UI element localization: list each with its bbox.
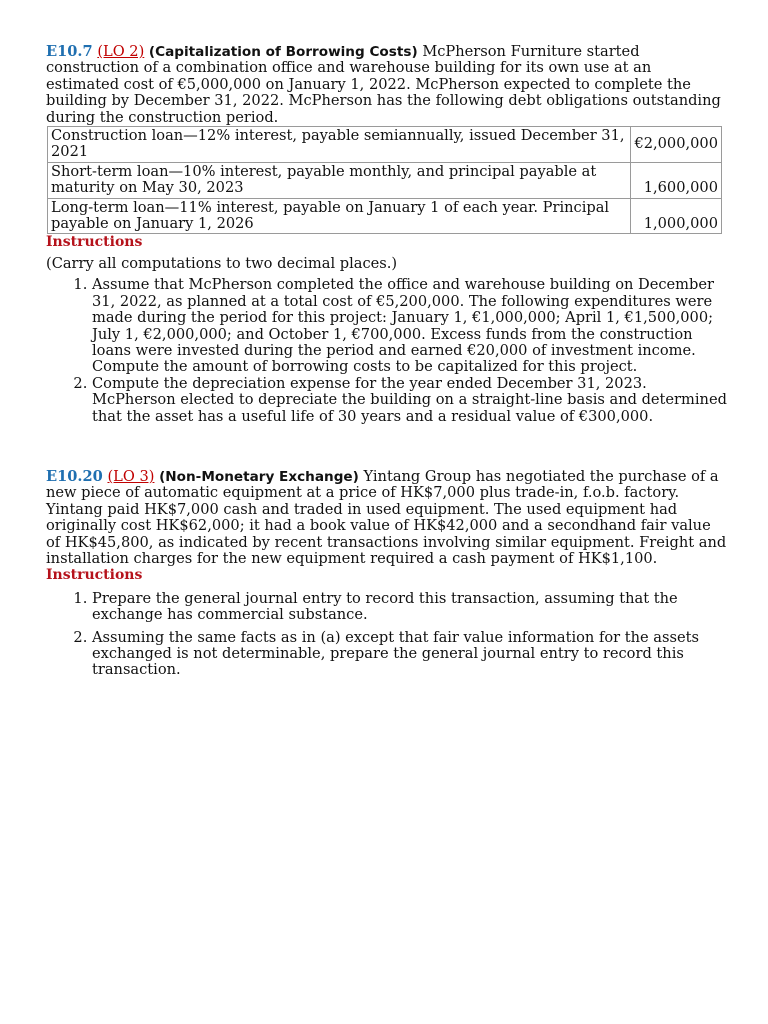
table-row (48, 198, 722, 234)
exercise-title: (Non-Monetary Exchange) (159, 469, 359, 485)
instructions-list (46, 591, 728, 679)
instructions-heading: Instructions (46, 234, 143, 251)
list-item: 2. Assuming the same facts as in (a) except that fair value information for the assets exchanged is not determinable, prepare the general journal entry to record this transaction. (92, 630, 728, 679)
exercise-intro-text: Yintang Group has negotiated the purchase of a new piece of automatic equipment at a price of HK$7,000 plus trade-in, f.o.b. factory. Yintang paid HK$7,000 cash and traded in used equipment. The used equipment had originally cost HK$62,000; it had a book value of HK$42,000 and a secondhand fair value of HK$45,800, as indicated by recent transactions involving similar equipment. Freight and installation charges for the new equipment required a cash payment of HK$1,100. (46, 468, 727, 568)
debt-obligations-table (47, 126, 722, 234)
exercise-e10-7 (46, 44, 728, 425)
loan-description: Long-term loan—11% interest, payable on January 1 of each year. Principal payable on January 1, 2026 (48, 198, 631, 234)
exercise-title: (Capitalization of Borrowing Costs) (148, 44, 418, 60)
list-item: 1. Prepare the general journal entry to record this transaction, assuming that the exchange has commercial substance. (92, 591, 728, 624)
loan-description: Construction loan—12% interest, payable semiannually, issued December 31, 2021 (48, 127, 631, 163)
list-item: 1. Assume that McPherson completed the office and warehouse building on December 31, 2022, as planned at a total cost of €5,200,000. The following expenditures were made during the period for this project: January 1, €1,000,000; April 1, €1,500,000; July 1, €2,000,000; and October 1, €700,000. Excess funds from the construction loans were invested during the period and earned €20,000 of investment income. Compute the amount of borrowing costs to be capitalized for this project. (92, 277, 728, 375)
list-item: 2. Compute the depreciation expense for the year ended December 31, 2023. McPherson elected to depreciate the building on a straight-line basis and determined that the asset has a useful life of 30 years and a residual value of €300,000. (92, 376, 728, 425)
computation-note: (Carry all computations to two decimal places.) (46, 254, 398, 272)
loan-amount: 1,000,000 (631, 198, 722, 234)
loan-amount: 1,600,000 (631, 162, 722, 198)
exercise-intro-text: McPherson Furniture started construction of a combination office and warehouse building for its own use at an estimated cost of €5,000,000 on January 1, 2022. McPherson expected to complete the building by December 31, 2022. McPherson has the following debt obligations outstanding during the construction period. (46, 43, 721, 126)
loan-amount: €2,000,000 (631, 127, 722, 163)
instructions-heading: Instructions (46, 567, 143, 584)
instructions-list (46, 277, 728, 425)
table-row (48, 127, 722, 163)
learning-objective-link[interactable]: (LO 3) (107, 468, 155, 485)
exercise-id: E10.7 (46, 43, 93, 60)
exercise-intro (46, 469, 728, 567)
exercise-e10-20 (46, 469, 728, 679)
exercise-intro (46, 44, 728, 126)
learning-objective-link[interactable]: (LO 2) (97, 43, 145, 60)
loan-description: Short-term loan—10% interest, payable monthly, and principal payable at maturity on May 30, 2023 (48, 162, 631, 198)
table-row (48, 162, 722, 198)
exercise-id: E10.20 (46, 468, 103, 485)
